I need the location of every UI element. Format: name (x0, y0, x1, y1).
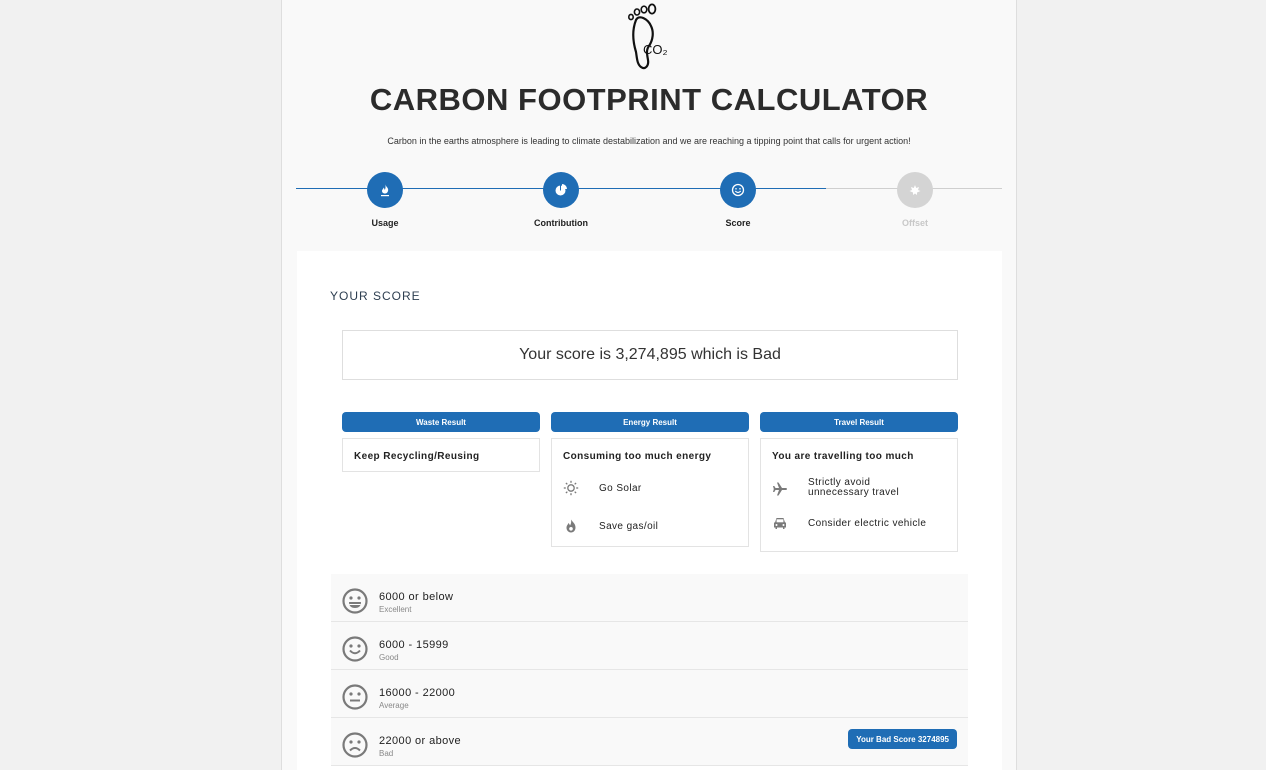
page-subtitle: Carbon in the earths atmosphere is leading to climate destabilization and we are reaching a tipping point that calls for urgent action! (387, 136, 911, 146)
rating-bad (331, 718, 968, 766)
tip-text: Consider electric vehicle (808, 517, 927, 529)
waste-result-body (342, 438, 540, 472)
waste-result-header: Waste Result (342, 412, 540, 432)
page-title: CARBON FOOTPRINT CALCULATOR (369, 82, 929, 117)
rating-range: 22000 or above (379, 735, 462, 747)
grinning-face-icon (342, 588, 368, 614)
rating-average (331, 670, 968, 718)
pie-chart-icon (543, 172, 579, 208)
airplane-icon (772, 481, 788, 497)
leaf-icon (897, 172, 933, 208)
tip-avoid-travel (772, 478, 946, 498)
travel-result-header: Travel Result (760, 412, 958, 432)
calculator-page (281, 0, 1017, 770)
smiling-face-icon (342, 636, 368, 662)
tip-electric-vehicle (772, 515, 946, 531)
smiley-icon (720, 172, 756, 208)
footprint-logo-icon (627, 2, 673, 70)
energy-result-header: Energy Result (551, 412, 749, 432)
tip-text: Save gas/oil (599, 520, 659, 532)
step-offset[interactable] (855, 172, 975, 228)
travel-result (760, 412, 958, 552)
logo-text: CO₂ (643, 42, 668, 57)
your-score-badge: Your Bad Score 3274895 (848, 729, 957, 749)
waste-result (342, 412, 540, 472)
tip-text: Go Solar (599, 482, 642, 494)
car-icon (772, 515, 788, 531)
travel-result-headline: You are travelling too much (772, 451, 914, 462)
travel-result-body (760, 438, 958, 552)
fire-icon (367, 172, 403, 208)
tip-text (808, 478, 899, 498)
rating-range: 16000 - 22000 (379, 687, 456, 699)
step-score[interactable] (678, 172, 798, 228)
neutral-face-icon (342, 684, 368, 710)
rating-range: 6000 or below (379, 591, 454, 603)
section-title: YOUR SCORE (330, 289, 421, 303)
step-label: Score (725, 218, 751, 228)
tip-line-2: unnecessary travel (808, 487, 900, 498)
tip-save-gas (563, 518, 737, 534)
tip-go-solar (563, 480, 737, 496)
tip-line-1: Strictly avoid (808, 477, 871, 488)
sun-icon (563, 480, 579, 496)
rating-grade: Average (379, 701, 409, 710)
rating-grade: Excellent (379, 605, 412, 614)
step-label: Contribution (534, 218, 588, 228)
score-summary: Your score is 3,274,895 which is Bad (342, 330, 958, 380)
step-label: Usage (371, 218, 399, 228)
energy-result (551, 412, 749, 547)
rating-grade: Bad (379, 749, 394, 758)
flame-icon (563, 518, 579, 534)
score-card (297, 251, 1002, 770)
sad-face-icon (342, 732, 368, 758)
rating-good (331, 622, 968, 670)
step-contribution[interactable] (501, 172, 621, 228)
waste-result-headline: Keep Recycling/Reusing (354, 451, 480, 462)
energy-result-body (551, 438, 749, 547)
rating-range: 6000 - 15999 (379, 639, 449, 651)
score-ratings-list (331, 574, 968, 766)
rating-grade: Good (379, 653, 399, 662)
energy-result-headline: Consuming too much energy (563, 451, 712, 462)
step-usage[interactable] (325, 172, 445, 228)
rating-excellent (331, 574, 968, 622)
step-label: Offset (901, 218, 928, 228)
